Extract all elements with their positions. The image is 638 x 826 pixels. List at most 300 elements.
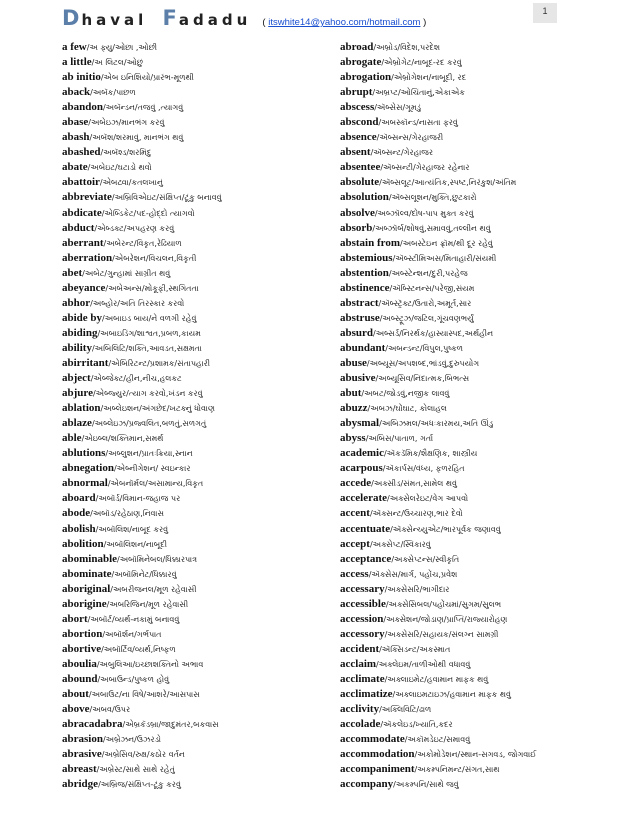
dictionary-entry xyxy=(340,145,610,160)
entry-word: absurd xyxy=(340,326,374,339)
entry-word: abridge xyxy=(62,778,99,791)
entry-word: abstruse xyxy=(340,311,380,324)
dictionary-entry xyxy=(62,491,332,506)
dictionary-entry xyxy=(62,446,332,461)
entry-word: accompaniment xyxy=(340,763,415,776)
dictionary-entry xyxy=(340,40,610,55)
dictionary-entry xyxy=(340,311,610,326)
entry-word: abreast xyxy=(62,763,97,776)
entry-definition: /અબેઇટ/ઘટાડો થવો xyxy=(87,163,152,173)
dictionary-entry xyxy=(340,175,610,190)
dictionary-entry xyxy=(62,40,332,55)
dictionary-entry xyxy=(62,160,332,175)
left-column xyxy=(62,40,332,792)
dictionary-entry xyxy=(62,416,332,431)
entry-word: abstain from xyxy=(340,236,400,249)
entry-definition: /અક્લેઇમ/તાળીઓથી વધાવવું xyxy=(376,659,471,669)
entry-word: accessory xyxy=(340,627,385,640)
entry-word: abet xyxy=(62,266,83,279)
entry-definition: /અબ્હોર/અતિ તિરસ્કાર કરવો xyxy=(90,298,185,308)
entry-word: accessary xyxy=(340,582,385,595)
entry-definition: /અબ્લુશન/પ્રાતઃક્રિયા,સ્નાન xyxy=(105,449,193,459)
entry-definition: /ઍબ્સન્ટી/ગેરહાજર રહેનાર xyxy=(380,163,470,173)
entry-word: abscess xyxy=(340,101,375,114)
entry-word: absentee xyxy=(340,161,381,174)
entry-word: abirritant xyxy=(62,356,109,369)
dictionary-entry xyxy=(62,266,332,281)
entry-word: acclivity xyxy=(340,703,380,716)
dictionary-entry xyxy=(62,386,332,401)
dictionary-entry xyxy=(340,70,610,85)
entry-definition: /અબ્ઝૉર્બ/શોષવું,સમાવવું,તલ્લીન થવું xyxy=(372,223,491,233)
entry-word: aberration xyxy=(62,251,113,264)
entry-definition: /અબૅક/પાછળ xyxy=(90,88,136,98)
entry-definition: /અબ્રિવિએઇટ/સંક્ષિપ્ત/ટૂંકુ બનાવવું xyxy=(111,193,222,203)
entry-definition: /અબ્લેઇશન/અંગછેદ/ખટક્નું ધોવાણ xyxy=(100,404,215,414)
entry-definition: /એબિરિટન્ટ/પ્રશામક/સંતાપહારી xyxy=(108,358,211,368)
dictionary-entry xyxy=(340,522,610,537)
entry-word: abnormal xyxy=(62,477,108,490)
entry-definition: /અબાઉટ/ના વિષે/આશરે/આસપાસ xyxy=(88,690,200,700)
entry-definition: /અબ્ઝૉલ્વ/દોષ-પાપ મુક્ત કરવું xyxy=(374,208,474,218)
entry-word: about xyxy=(62,688,89,701)
entry-word: accentuate xyxy=(340,522,391,535)
entry-definition: /એબટ્વા/કતલખાનું xyxy=(99,178,163,188)
entry-word: aback xyxy=(62,86,91,99)
dictionary-entry xyxy=(62,552,332,567)
entry-word: abuzz xyxy=(340,402,368,415)
entry-word: abound xyxy=(62,672,98,685)
entry-word: access xyxy=(340,567,369,580)
entry-word: abashed xyxy=(62,146,101,159)
entry-definition: /ઍબ્સન્સ/ગેરહાજરી xyxy=(376,133,444,143)
entry-word: abeyance xyxy=(62,281,106,294)
dictionary-entry xyxy=(340,476,610,491)
dictionary-entry xyxy=(340,160,610,175)
dictionary-entry xyxy=(340,762,610,777)
entry-definition: /અકૉમડેઇટ/સમાવવું xyxy=(404,735,471,745)
dictionary-entry xyxy=(62,582,332,597)
dictionary-entry xyxy=(340,446,610,461)
dictionary-entry xyxy=(62,522,332,537)
page-number: 1 xyxy=(533,3,557,23)
entry-definition: /અબસ્ટેઇન ફ્રૉમ/થી દૂર રહેવું xyxy=(400,238,493,248)
entry-definition: /અક્સેપ્ટન્સ/સ્વીકૃતિ xyxy=(391,554,460,564)
entry-word: ab initio xyxy=(62,71,101,84)
entry-word: ablaze xyxy=(62,417,92,430)
dictionary-entry xyxy=(340,206,610,221)
dictionary-entry xyxy=(62,476,332,491)
entry-word: acclaim xyxy=(340,657,377,670)
dictionary-entry xyxy=(62,206,332,221)
entry-word: academic xyxy=(340,447,384,460)
entry-definition: /ઍબ્સલૂશન/મુક્તિ,છુટકારો xyxy=(388,193,477,203)
entry-definition: /એબ ઇનિશિયો/પ્રારંભ-મૂળથી xyxy=(100,73,194,83)
entry-word: accept xyxy=(340,537,370,550)
entry-word: abattoir xyxy=(62,176,100,189)
entry-definition: /એબ્રોગેશન/નાબૂદી, રદ xyxy=(391,73,467,83)
dictionary-entry xyxy=(340,401,610,416)
entry-definition: /અબૉર્શન/ગર્ભપાત xyxy=(102,629,162,639)
entry-word: abase xyxy=(62,116,89,129)
page-header xyxy=(62,6,426,28)
entry-word: ablation xyxy=(62,402,101,415)
entry-word: abbreviate xyxy=(62,191,112,204)
entry-definition: /અક્લિવિટિ/ઢાળ xyxy=(379,705,432,715)
entry-definition: /અબ્રોડ/વિદેશ,પરદેશ xyxy=(373,43,441,52)
entry-word: a little xyxy=(62,56,92,69)
entry-definition: /અબેઇઝ/માનભંગ કરવું xyxy=(88,118,165,128)
entry-definition: /અબાઇડિંગ/શાશ્વત,પ્રબળ,કાયમ xyxy=(97,328,201,338)
entry-definition: /અક્સેપ્ટ/સ્વિકારવું xyxy=(369,539,431,549)
dictionary-entry xyxy=(340,130,610,145)
entry-definition: /અબ્સર્ડ/નિરર્થક/હાસ્યાસ્પદ,અર્થહીન xyxy=(373,328,494,338)
entry-definition: /અબાઉન્ડ/પુષ્કળ હોવું xyxy=(97,674,170,684)
dictionary-entry xyxy=(62,431,332,446)
entry-word: abominable xyxy=(62,552,118,565)
entry-word: abolition xyxy=(62,537,104,550)
entry-word: abort xyxy=(62,612,88,625)
entry-definition: /અક્સેશન/જોડાણ/પ્રાપ્તિ/રાજ્યારોહણ xyxy=(383,614,508,624)
entry-word: a few xyxy=(62,41,87,53)
dictionary-entry xyxy=(62,115,332,130)
entry-definition: /અબ્યૂસ/અપશબ્દ,ભાંડવું,દુરુપયોગ xyxy=(366,358,480,368)
entry-definition: /અબ્સ્ટ્રૂઝ/જટિલ,ગૂંચવણભર્યું xyxy=(379,313,474,323)
entry-word: abstract xyxy=(340,296,379,309)
dictionary-entry xyxy=(62,627,332,642)
entry-word: accelerate xyxy=(340,492,388,505)
entry-word: acarpous xyxy=(340,462,383,475)
entry-definition: /અબ્રેસિવ/રુક્ષ/કઠોર વર્તન xyxy=(101,750,185,760)
entry-word: aborigine xyxy=(62,597,107,610)
dictionary-entry xyxy=(62,190,332,205)
entry-word: absent xyxy=(340,146,371,159)
entry-definition: /અબવ/ઉપર xyxy=(89,705,131,715)
entry-definition: /ઍક્સેન્ચ્યુએટ/ભારપૂર્વક જણાવવું xyxy=(390,524,501,534)
entry-word: abjure xyxy=(62,387,93,400)
entry-word: accent xyxy=(340,507,370,520)
entry-word: abusive xyxy=(340,372,376,385)
entry-word: abide by xyxy=(62,311,103,324)
entry-definition: /અક્સેસરિ/ભાગીદાર xyxy=(384,584,450,594)
entry-word: absorb xyxy=(340,221,373,234)
entry-word: accommodate xyxy=(340,733,405,746)
entry-definition: /ઍબ્સ્ટિનન્સ/પરેજી,સંયમ xyxy=(389,283,475,293)
dictionary-entry xyxy=(340,537,610,552)
entry-definition: /અબ્યૂસિવ/નિંદાત્મક,બિભત્સ xyxy=(375,374,470,384)
entry-definition: /અબ્રેસ્ટ/સાથે સાથે રહેતું xyxy=(96,765,175,775)
entry-word: absence xyxy=(340,131,377,144)
entry-definition: /એબ્જેક્ટ/હીન,નીચ,હલકટ xyxy=(90,374,182,384)
entry-definition: /અબૉમિનેબલ/ધિક્કારપાત્ર xyxy=(117,554,198,564)
entry-word: ablutions xyxy=(62,447,106,460)
dictionary-entry xyxy=(340,85,610,100)
dictionary-entry xyxy=(340,717,610,732)
entry-word: aboard xyxy=(62,492,96,505)
entry-word: abrogation xyxy=(340,71,392,84)
entry-definition: /અબેટ/ગુન્હામાં સાગ્રીત થવું xyxy=(82,268,171,278)
entry-definition: /અબૉલિશન/નાબૂદી xyxy=(103,539,167,549)
entry-definition: /ઍકાર્પસ/વંધ્ય, ફળરહિત xyxy=(382,464,465,474)
entry-word: abnegation xyxy=(62,462,114,475)
entry-word: abuse xyxy=(340,356,367,369)
entry-word: able xyxy=(62,432,82,445)
entry-definition: /અબિલિટિ/શક્તિ,આવડત,સક્ષમતા xyxy=(91,343,202,353)
entry-definition: /અકોમોડેશન/સ્થાન-સગવડ, જોગવાઈ xyxy=(414,750,537,760)
entry-definition: /ઍબ્સ્ટ્રૅક્ટ/ઉતારો,અમૂર્ત,સાર xyxy=(378,298,472,308)
entry-word: abrogate xyxy=(340,56,382,69)
entry-definition: /એબ્રોગેટ/નાબૂદ-રદ કરવું xyxy=(381,58,462,68)
dictionary-entry xyxy=(340,506,610,521)
entry-word: abrupt xyxy=(340,86,373,99)
author-first-name: Dhaval xyxy=(62,6,148,30)
entry-word: abracadabra xyxy=(62,718,123,731)
dictionary-entry xyxy=(340,115,610,130)
dictionary-entry xyxy=(62,702,332,717)
dictionary-entry xyxy=(62,642,332,657)
entry-word: abscond xyxy=(340,116,379,129)
dictionary-entry xyxy=(340,251,610,266)
entry-definition: /ઍબ્સેસ/ગૂમડું xyxy=(374,103,422,113)
dictionary-entry xyxy=(62,567,332,582)
entry-definition: /અબિઝમલ/અધઃકારમય,અતિ ઊંડુ xyxy=(379,419,494,429)
dictionary-entry xyxy=(62,341,332,356)
dictionary-entry xyxy=(62,732,332,747)
entry-word: abrasion xyxy=(62,733,103,746)
dictionary-entry xyxy=(62,371,332,386)
entry-definition: /એઇબ્લ/શક્તિમાન,સમર્થ xyxy=(81,434,164,444)
entry-word: aberrant xyxy=(62,236,104,249)
dictionary-entry xyxy=(62,326,332,341)
entry-word: aboulia xyxy=(62,657,97,670)
dictionary-entry xyxy=(62,251,332,266)
dictionary-entry xyxy=(62,281,332,296)
entry-word: absolve xyxy=(340,206,375,219)
entry-definition: /અબૉમિનેટ/ધિક્કારવું xyxy=(111,569,177,579)
dictionary-entry xyxy=(340,657,610,672)
entry-word: accession xyxy=(340,612,384,625)
dictionary-entry xyxy=(340,687,610,702)
entry-definition: /એબ્ડક્ટ/અપહરણ કરવું xyxy=(94,223,175,233)
dictionary-entry xyxy=(62,612,332,627)
email-link[interactable]: itswhite14@yahoo.com/hotmail.com xyxy=(268,17,421,28)
dictionary-entry xyxy=(62,356,332,371)
dictionary-entry xyxy=(340,190,610,205)
dictionary-entry xyxy=(62,145,332,160)
dictionary-entry xyxy=(340,266,610,281)
dictionary-entry xyxy=(62,506,332,521)
dictionary-entry xyxy=(340,221,610,236)
entry-definition: /અબુલિઆ/ઇચ્છાશક્તિનો અભાવ xyxy=(96,659,204,669)
entry-definition: /ઍબ્સલૂટ/આત્યંતિક,સ્પષ્ટ,નિરંકુશ/અંતિમ xyxy=(379,178,517,188)
entry-word: abate xyxy=(62,161,88,174)
entry-definition: /અક્સેસરિ/સહાયક/સંલગ્ન સામગ્રી xyxy=(384,629,499,639)
entry-word: ability xyxy=(62,341,92,354)
dictionary-entry xyxy=(340,582,610,597)
entry-definition: /અબૉર્ટ/વ્યર્થ-નકામું બનાવવું xyxy=(87,614,180,624)
entry-definition: /અબૉલિશ/નાબૂદ કરવું xyxy=(95,524,169,534)
dictionary-entry xyxy=(62,401,332,416)
entry-definition: /અ લિટલ/ઓછું xyxy=(91,58,143,68)
dictionary-entry xyxy=(340,326,610,341)
entry-definition: /ઍક્સિડન્ટ/અકસ્માત xyxy=(379,644,451,654)
entry-definition: /ઍક્સેસ/માર્ગ, પહોંચ,પ્રવેશ xyxy=(368,569,458,579)
dictionary-entry xyxy=(340,597,610,612)
entry-word: abut xyxy=(340,387,362,400)
entry-definition: /એબ્રકૅડબ્રા/જાદુમંતર,બકવાસ xyxy=(122,720,219,730)
dictionary-entry xyxy=(340,702,610,717)
entry-definition: /અક્સીડ/સંમત,સામેલ થવું xyxy=(371,479,457,489)
entry-word: abstention xyxy=(340,266,389,279)
entry-definition: /અબઝ/ઘોંઘાટ, કોલાહલ xyxy=(367,404,447,414)
dictionary-entry xyxy=(62,70,332,85)
entry-definition: /અબ્રિજ/સંક્ષિપ્ત-ટૂંકુ કરવું xyxy=(98,780,181,790)
entry-word: abduct xyxy=(62,221,95,234)
entry-definition: /અબૅશ્ડ/શરમિંદુ xyxy=(100,148,152,158)
dictionary-entry xyxy=(340,296,610,311)
entry-word: abash xyxy=(62,131,90,144)
entry-word: abandon xyxy=(62,101,103,114)
entry-definition: /અબિસ/પાતાળ, ગર્તા xyxy=(365,434,434,444)
dictionary-entry xyxy=(340,747,610,762)
entry-word: acceptance xyxy=(340,552,392,565)
dictionary-entry xyxy=(340,612,610,627)
entry-word: abolish xyxy=(62,522,96,535)
dictionary-entry xyxy=(62,236,332,251)
dictionary-entry xyxy=(62,175,332,190)
dictionary-entry xyxy=(340,777,610,792)
entry-definition: /એબરેશન/વિચલન,વિકૃતી xyxy=(112,253,197,263)
dictionary-entry xyxy=(340,732,610,747)
dictionary-entry xyxy=(62,311,332,326)
dictionary-entry xyxy=(62,221,332,236)
entry-word: abroad xyxy=(340,41,374,53)
right-column xyxy=(340,40,610,792)
entry-definition: /અક્લાઇમટાઇઝ/હવામાન માફક થવું xyxy=(392,690,511,700)
dictionary-entry xyxy=(340,552,610,567)
entry-word: abode xyxy=(62,507,91,520)
dictionary-entry xyxy=(340,55,610,70)
entry-definition: /ઍબ્સન્ટ/ગેરહાજર xyxy=(370,148,433,158)
entry-definition: /અબટ/જોડવું,નજીક લાવવું xyxy=(361,389,450,399)
entry-word: above xyxy=(62,703,90,716)
dictionary-entry xyxy=(62,687,332,702)
entry-definition: /અબૉર્ડ/વિમાન-જહાજ પર xyxy=(95,494,181,504)
entry-word: aboriginal xyxy=(62,582,111,595)
entry-definition: /અબ્સ્ટેન્શન/દુરી,પરહેજ xyxy=(388,268,468,278)
entry-definition: /અબન્ડન્ટ/વિપુલ,પુષ્કળ xyxy=(385,343,463,353)
entry-word: abysmal xyxy=(340,417,380,430)
dictionary-entry xyxy=(340,431,610,446)
entry-word: abdicate xyxy=(62,206,102,219)
dictionary-entry xyxy=(340,281,610,296)
entry-word: abject xyxy=(62,372,91,385)
entry-definition: /અબેઅન્સ/મોકૂફી,સ્થગિતતા xyxy=(105,283,199,293)
dictionary-entry xyxy=(62,537,332,552)
dictionary-entry xyxy=(340,567,610,582)
entry-definition: /અબસ્કૉન્ડ/નાસતા ફરવું xyxy=(378,118,458,128)
author-last-name: Fadadu xyxy=(162,6,252,30)
entry-word: abominate xyxy=(62,567,112,580)
entry-definition: /અબૉર્ટિવ/વ્યર્થ,નિષ્ફળ xyxy=(101,644,176,654)
entry-definition: /એબ્નીગેશન/ સ્વઇન્કાર xyxy=(113,464,191,474)
entry-definition: /અબાઇડ બાય/ને વળગી રહેવું xyxy=(102,313,197,323)
entry-definition: /અક્સેલરેઇટ/વેગ આપવો xyxy=(387,494,469,504)
dictionary-entry xyxy=(340,371,610,386)
entry-definition: /ઍકલેઇડ/ખ્યાતિ,કદર xyxy=(380,720,453,730)
entry-word: accompany xyxy=(340,778,394,791)
entry-word: abiding xyxy=(62,326,98,339)
entry-definition: /અ ફ્યુ/ઓછા ,ઓછી xyxy=(86,43,158,52)
entry-definition: /અબ્લેઇઝ/પ્રજ્વલિત,બળતું,સળગતું xyxy=(91,419,207,429)
entry-definition: /અબ્રપ્ટ/ઓચિંતાનું,એકાએક xyxy=(372,88,465,98)
entry-definition: /અકમ્પનિ/સાથે જવું xyxy=(393,780,459,790)
dictionary-entry xyxy=(62,777,332,792)
entry-definition: /એબ્ડિકેટ/પદ-હોદ્દો ત્યાગવો xyxy=(101,208,195,218)
dictionary-entry xyxy=(340,491,610,506)
entry-definition: /અકમ્પનિમન્ટ/સંગત,સાથ xyxy=(414,765,500,775)
entry-definition: /ઍકડૅમિક/શૈક્ષણિક, શાસ્ત્રીય xyxy=(383,449,478,459)
dictionary-entry xyxy=(340,386,610,401)
entry-definition: /અબૅશ/શરમાવું, માનભંગ થવું xyxy=(89,133,184,143)
entry-definition: /ઍબ્સ્ટીમિઅસ/મિતાહારી/સંયમી xyxy=(392,253,497,263)
entry-word: abortion xyxy=(62,627,103,640)
entry-definition: /અબ્રેઝન/ઉઝરડો xyxy=(102,735,162,745)
dictionary-entry xyxy=(340,461,610,476)
dictionary-entry xyxy=(62,747,332,762)
entry-word: abstinence xyxy=(340,281,390,294)
entry-word: acclimatize xyxy=(340,688,393,701)
dictionary-entry xyxy=(340,416,610,431)
dictionary-entry xyxy=(62,296,332,311)
dictionary-entry xyxy=(62,100,332,115)
entry-word: absolute xyxy=(340,176,380,189)
author-email: ( itswhite14@yahoo.com/hotmail.com ) xyxy=(262,17,427,28)
entry-word: accident xyxy=(340,642,380,655)
dictionary-entry xyxy=(62,672,332,687)
entry-definition: /અક્લાઇમેટ/હવામાન માફક થવું xyxy=(384,674,489,684)
entry-definition: /અબરીજનલ/મૂળ રહેવાસી xyxy=(110,584,197,594)
entry-word: absolution xyxy=(340,191,389,204)
dictionary-entry xyxy=(340,100,610,115)
dictionary-entry xyxy=(62,130,332,145)
entry-word: accede xyxy=(340,477,372,490)
entry-word: abstemious xyxy=(340,251,393,264)
dictionary-entry xyxy=(340,356,610,371)
entry-word: accessible xyxy=(340,597,386,610)
entry-definition: /અબૅન્ડન/તજવું ,ત્યાગવું xyxy=(102,103,184,113)
entry-word: abyss xyxy=(340,432,366,445)
dictionary-entry xyxy=(340,672,610,687)
entry-word: abrasive xyxy=(62,748,102,761)
dictionary-entry xyxy=(340,642,610,657)
entry-definition: /એબનૉર્મલ/અસામાન્ય,વિકૃત xyxy=(107,479,204,489)
dictionary-entry xyxy=(62,461,332,476)
dictionary-entry xyxy=(340,236,610,251)
dictionary-entry xyxy=(62,762,332,777)
entry-word: abortive xyxy=(62,642,102,655)
entry-word: abundant xyxy=(340,341,386,354)
entry-word: abhor xyxy=(62,296,91,309)
entry-definition: /એબ્જ્યુર/ત્યાગ કરવો,ખંડન કરવું xyxy=(92,389,203,399)
dictionary-entry xyxy=(62,85,332,100)
dictionary-entry xyxy=(62,597,332,612)
entry-word: acclimate xyxy=(340,672,385,685)
dictionary-entry xyxy=(340,627,610,642)
entry-definition: /ઍક્સન્ટ/ઉચ્ચારણ,ભાર દેવો xyxy=(369,509,463,519)
dictionary-entry xyxy=(62,717,332,732)
dictionary-entry xyxy=(340,341,610,356)
